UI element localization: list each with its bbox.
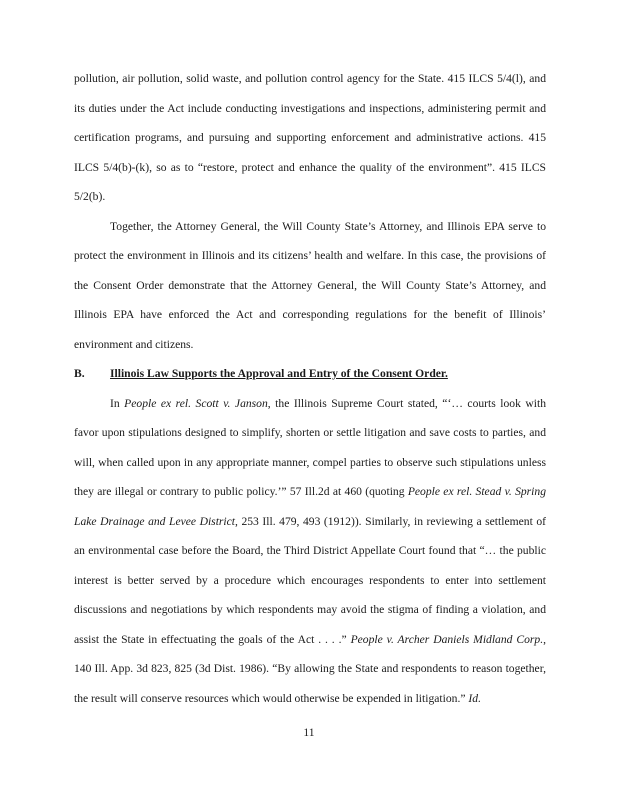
section-heading-b bbox=[74, 359, 546, 389]
text-segment: , the Illinois Supreme Court stated, “‘… courts look with favor upon stipulations designed to simplify, shorten or settle litigation and save costs to parties, and will, when called upon in any appropriate manner, compel parties to observe such stipulations unless they are illegal or contrary to public policy.’” 57 Ill.2d at 460 (quoting bbox=[74, 396, 546, 498]
paragraph-illinois-law bbox=[74, 389, 546, 714]
case-citation-archer-daniels: People v. Archer Daniels Midland Corp. bbox=[350, 632, 544, 646]
section-letter: B. bbox=[74, 367, 85, 380]
text-segment: In bbox=[110, 396, 125, 410]
page-number: 11 bbox=[303, 726, 315, 739]
case-citation-janson: People ex rel. Scott v. Janson bbox=[124, 396, 268, 410]
section-title: Illinois Law Supports the Approval and Entry of the Consent Order. bbox=[110, 367, 448, 380]
text-segment: , 140 Ill. App. 3d 823, 825 (3d Dist. 1986). “By allowing the State and respondents to reason together, the result will conserve resources which would otherwise be expended in litigation.” bbox=[74, 632, 546, 705]
paragraph-illinois-epa-duties: pollution, air pollution, solid waste, and pollution control agency for the State. 415 ILCS 5/4(l), and its duties under the Act include conducting investigations and inspections, administering permit and certification programs, and pursuing and supporting enforcement and administrative actions. 415 ILCS 5/4(b)-(k), so as to “restore, protect and enhance the quality of the environment”. 415 ILCS 5/2(b). bbox=[74, 72, 546, 203]
document-page bbox=[74, 64, 546, 713]
paragraph-together: Together, the Attorney General, the Will County State’s Attorney, and Illinois EPA serve to protect the environment in Illinois and its citizens’ health and welfare. In this case, the provisions of the Consent Order demonstrate that the Attorney General, the Will County State’s Attorney, and Illinois EPA have enforced the Act and corresponding regulations for the benefit of Illinois’ environment and citizens. bbox=[74, 219, 546, 351]
case-citation-id: Id. bbox=[468, 691, 481, 705]
text-segment: , 253 Ill. 479, 493 (1912)). Similarly, in reviewing a settlement of an environmental case before the Board, the Third District Appellate Court found that “… the public interest is better served by a procedure which encourages respondents to enter into settlement discussions and negotiations by which respondents may avoid the stigma of finding a violation, and assist the State in effectuating the goals of the Act . . . .” bbox=[74, 514, 546, 646]
case-citation-stead: People ex rel. Stead v. Spring Lake Drainage and Levee District bbox=[74, 485, 546, 528]
